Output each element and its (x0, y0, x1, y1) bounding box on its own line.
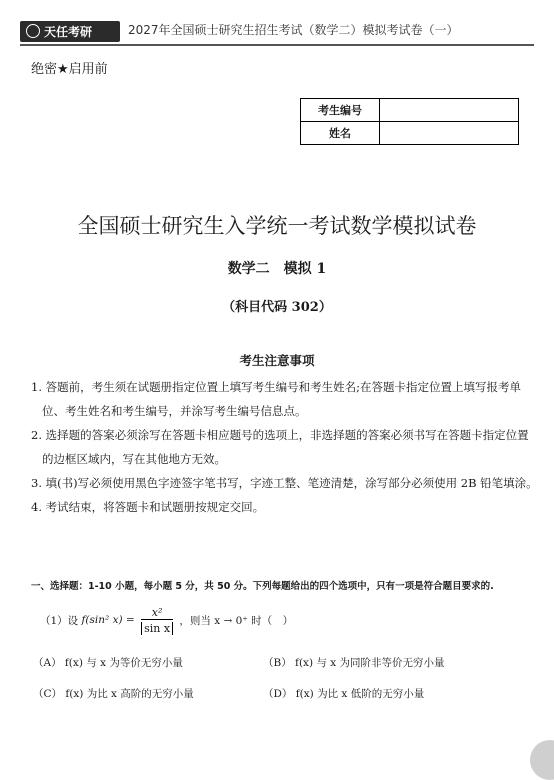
notice-item-3: 3. 填(书)写必须使用黑色字迹签字笔书写，字迹工整、笔迹清楚，涂写部分必须使用 2B 铅笔填涂。 (31, 476, 538, 490)
candidate-name-field (380, 122, 519, 145)
fraction-denominator (141, 620, 173, 635)
secret-mark: 绝密★启用前 (31, 62, 108, 77)
option-a: （A） f(x) 与 x 为等价无穷小量 (33, 657, 183, 669)
notice-item-2 (31, 423, 551, 471)
page-header (0, 0, 554, 44)
question-1-fraction (141, 606, 173, 635)
exam-subtitle: 数学二 模拟 1 (227, 261, 327, 277)
fraction-denominator-abs: sin x (141, 622, 173, 635)
candidate-number-field (380, 99, 519, 122)
option-d: （D） f(x) 为比 x 低阶的无穷小量 (263, 688, 425, 700)
logo-emblem-icon (26, 24, 40, 38)
exam-title: 全国硕士研究生入学统一考试数学模拟试卷 (77, 214, 477, 238)
notice-item-4: 4. 考试结束，将答题卡和试题册按规定交回。 (31, 500, 265, 514)
option-c: （C） f(x) 为比 x 高阶的无穷小量 (33, 688, 194, 700)
header-title: 2027年全国硕士研究生招生考试（数学二）模拟考试卷（一） (128, 23, 459, 37)
notice-title: 考生注意事项 (239, 353, 315, 368)
page-corner-decoration (530, 740, 554, 780)
subject-code: （科目代码 302） (222, 300, 332, 315)
candidate-number-label: 考生编号 (301, 99, 380, 122)
notice-item-1-line-2: 位、考生姓名和考生编号，并涂写考生编号信息点。 (42, 404, 307, 418)
notice-item-2-line-1: 2. 选择题的答案必须涂写在答题卡相应题号的选项上，非选择题的答案必须书写在答题卡指定位置 (31, 428, 529, 442)
header-divider (20, 44, 534, 46)
section-header: 一、选择题：1-10 小题，每小题 5 分，共 50 分。下列每题给出的四个选项中，只有一项是符合题目要求的. (31, 581, 494, 592)
fraction-numerator: x² (141, 606, 173, 620)
notice-item-1-line-1: 1. 答题前，考生须在试题册指定位置上填写考生编号和考生姓名;在答题卡指定位置上填写报考单 (31, 380, 521, 394)
candidate-name-label: 姓名 (301, 122, 380, 145)
question-1-suffix: ，则当 x → 0⁺ 时（ ） (179, 614, 294, 627)
notice-item-1 (31, 375, 551, 423)
question-1-lhs: f(sin² x) = (81, 614, 135, 627)
candidate-info-table (300, 98, 519, 145)
question-1-prefix: （1）设 (40, 614, 79, 627)
notice-item-2-line-2: 的边框区域内，写在其他地方无效。 (42, 452, 226, 466)
logo-text: 天任考研 (44, 25, 93, 39)
brand-logo (20, 21, 120, 42)
question-1-stem (40, 606, 293, 642)
option-b: （B） f(x) 与 x 为同阶非等价无穷小量 (263, 657, 445, 669)
